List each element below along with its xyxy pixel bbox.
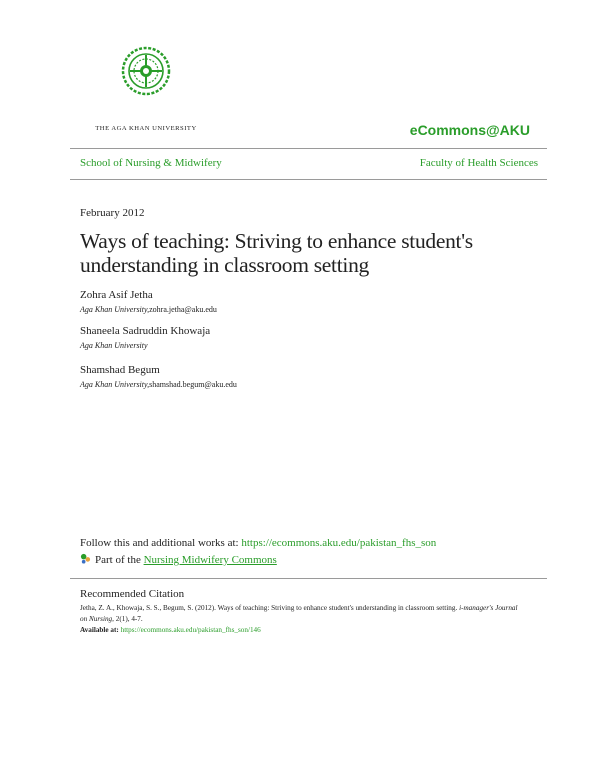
citation-heading: Recommended Citation — [80, 588, 185, 600]
department-divider — [70, 179, 547, 180]
author-affiliation — [80, 341, 148, 350]
author-name: Zohra Asif Jetha — [80, 289, 153, 301]
author-affiliation: Aga Khan University,shamshad.begum@aku.edu — [80, 380, 237, 389]
part-of-text: Part of the — [95, 554, 144, 566]
citation-volume: , 2(1), 4-7. — [112, 615, 143, 623]
nursing-midwifery-commons-link[interactable]: Nursing Midwifery Commons — [143, 554, 277, 566]
author-name: Shaneela Sadruddin Khowaja — [80, 325, 211, 337]
collection-link[interactable]: https://ecommons.aku.edu/pakistan_fhs_son — [241, 537, 437, 549]
header-divider — [70, 148, 547, 149]
university-logo — [80, 46, 212, 142]
citation-body: Jetha, Z. A., Khowaja, S. S., Begum, S. (2012). Ways of teaching: Striving to enhance student's understanding in classroom setting. — [80, 604, 460, 612]
citation-text — [80, 603, 520, 636]
citation-journal: i-manager's Journal on Nursing — [80, 604, 518, 623]
article-title: Ways of teaching: Striving to enhance student's understanding in classroom setting — [80, 229, 473, 277]
faculty-link[interactable]: Faculty of Health Sciences — [419, 157, 538, 169]
affiliation-institution: Aga Khan University — [80, 341, 148, 350]
available-label: Available at: — [80, 626, 121, 634]
affiliation-institution: Aga Khan University — [80, 305, 148, 314]
follow-line — [80, 537, 436, 549]
university-name: THE AGA KHAN UNIVERSITY — [95, 125, 197, 132]
school-link[interactable]: School of Nursing & Midwifery — [80, 157, 222, 169]
author-name: Shamshad Begum — [80, 364, 160, 376]
publication-date: February 2012 — [80, 207, 145, 219]
affiliation-institution: Aga Khan University — [80, 380, 148, 389]
author-affiliation: Aga Khan University,zohra.jetha@aku.edu — [80, 305, 217, 314]
author-email: shamshad.begum@aku.edu — [149, 380, 237, 389]
repository-brand-link[interactable]: eCommons@AKU — [409, 122, 530, 138]
aga-khan-university-emblem-icon — [121, 46, 171, 96]
available-link[interactable]: https://ecommons.aku.edu/pakistan_fhs_son/146 — [120, 626, 261, 634]
follow-text: Follow this and additional works at: — [80, 537, 242, 549]
network-commons-icon — [80, 553, 91, 564]
citation-divider — [70, 578, 547, 579]
part-of-line — [80, 553, 277, 566]
author-email: zohra.jetha@aku.edu — [149, 305, 217, 314]
